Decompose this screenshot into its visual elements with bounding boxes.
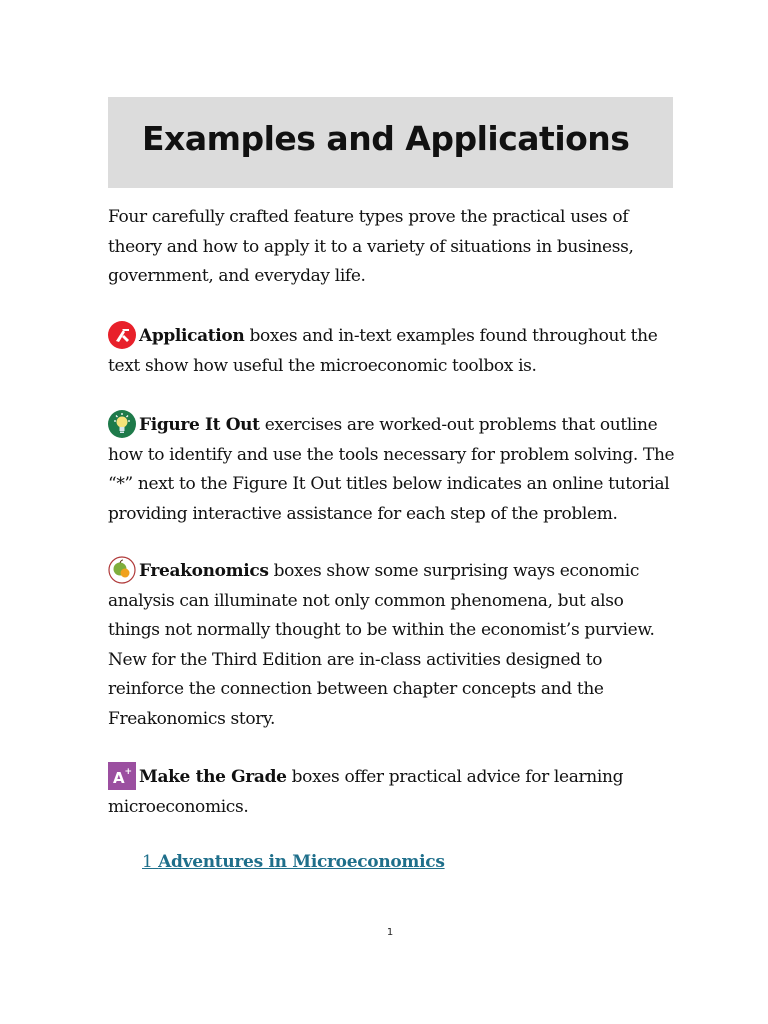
feature-title: Freakonomics: [139, 561, 269, 581]
feature-text: boxes offer practical advice for learning microeconomics.: [108, 767, 624, 817]
page-number: 1: [386, 927, 394, 938]
section-header: [108, 97, 673, 188]
intro-paragraph: Four carefully crafted feature types prove the practical uses of theory and how to apply it to a variety of situations in business, government, and everyday life.: [108, 207, 634, 287]
feature-application: [108, 321, 680, 381]
toc-chapter-title: Adventures in Microeconomics: [158, 852, 445, 872]
toc-chapter-number: 1: [142, 852, 153, 872]
feature-text: boxes show some surprising ways economic analysis can illuminate not only common phenomena, but also things not normally thought to be within the economist’s purview. New for the Third Edition are in-class activities designed to reinforce the connection between chapter concepts and the Freakonomics story.: [108, 561, 655, 729]
feature-title: Figure It Out: [139, 415, 260, 435]
freakonomics-apple-icon: [108, 556, 136, 584]
feature-make-the-grade: [108, 762, 680, 822]
feature-title: Application: [139, 326, 245, 346]
feature-title: Make the Grade: [139, 767, 287, 787]
application-icon: [108, 321, 136, 349]
lightbulb-icon: [108, 410, 136, 438]
svg-text:A: A: [113, 769, 125, 787]
feature-text: exercises are worked-out problems that outline how to identify and use the tools necessary for problem solving. The “*” next to the Figure It Out titles below indicates an online tutorial providing interactive assistance for each step of the problem.: [108, 415, 675, 524]
feature-figure-it-out: [108, 410, 680, 529]
feature-freakonomics: [108, 556, 680, 735]
svg-text:+: +: [124, 767, 132, 777]
feature-text: boxes and in-text examples found throughout the text show how useful the microeconomic toolbox is.: [108, 326, 658, 376]
toc-link-chapter-1[interactable]: [142, 852, 445, 872]
a-plus-icon: [108, 762, 136, 790]
page-title: Examples and Applications: [142, 119, 630, 158]
